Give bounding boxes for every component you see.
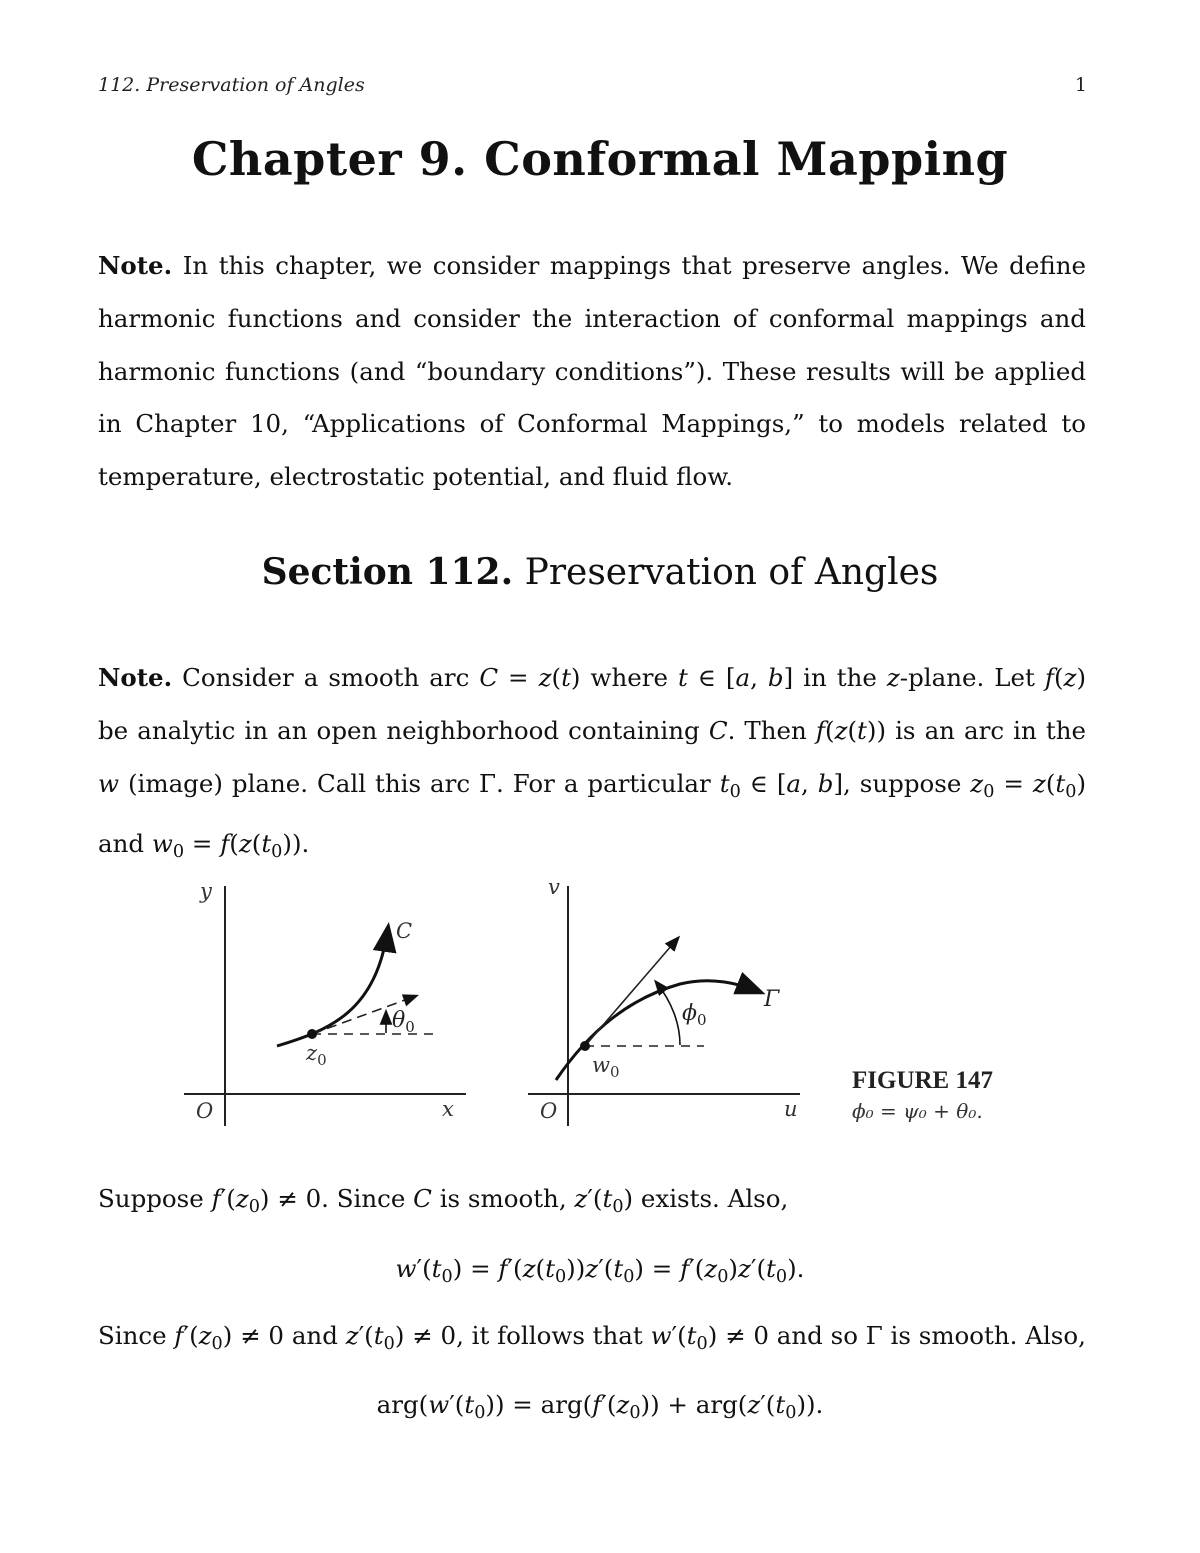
arc-gamma [556, 981, 760, 1080]
arc-c [277, 928, 388, 1046]
intro-note-text: In this chapter, we consider mappings that preserve angles. We define harmonic functions and consider the interaction of conformal mappings and harmonic functions (and “boundary conditions”). These results will be applied in Chapter 10, “Applications of Conformal Mappings,” to models related to temperature, electrostatic potential, and fluid flow. [98, 251, 1086, 492]
curve-label-c: C [396, 919, 413, 943]
w-plane-panel [528, 875, 800, 1126]
curve-label-gamma: Γ [764, 987, 780, 1012]
display-equation-arg: $arg(w'(t_0)) = arg(f'(z_0)) + arg(z'(t_0))$. [376, 1390, 824, 1423]
y-axis-label: y [200, 879, 212, 903]
note-lead: Note. [98, 251, 173, 280]
figure-caption-title: FIGURE 147 [852, 1067, 993, 1094]
running-title: 112. Preservation of Angles [98, 74, 365, 96]
origin-label: O [196, 1099, 214, 1123]
point-label-w0: $w_0$ [592, 1053, 620, 1081]
z-plane-panel [184, 879, 466, 1126]
x-axis-label: x [442, 1097, 454, 1121]
angle-label-theta: $\theta_0$ [392, 1008, 415, 1036]
note-paragraph: Note. Consider a smooth arc C = z(t) where t ∈ [a, b] in the z-plane. Let f(z) be analytic in an open neighborhood containing C. Then f(z(t)) is an arc in the w (image) plane. Call this arc Γ. For a particular $t_0$ ∈ [a, b], suppose $z_0 = z(t_0)$ and $w_0 = f(z(t_0))$. [98, 663, 1087, 863]
page-number: 1 [1074, 74, 1087, 96]
v-axis-label: v [548, 875, 560, 899]
figure-caption-equation: ϕ₀ = ψ₀ + θ₀. [852, 1099, 983, 1123]
u-axis-label: u [784, 1097, 798, 1121]
origin-label: O [540, 1099, 558, 1123]
section-name: Preservation of Angles [524, 552, 939, 593]
math-inline: C [479, 663, 499, 692]
section-label: Section 112. [261, 551, 514, 593]
paragraph-since: Since $f'(z_0) \ne 0$ and $z'(t_0) \ne 0$, it follows that $w'(t_0) \ne 0$ and so Γ is smooth. Also, [98, 1321, 1086, 1354]
paragraph-suppose: Suppose $f'(z_0) \ne 0$. Since C is smooth, $z'(t_0)$ exists. Also, [98, 1184, 789, 1217]
point-z0 [307, 1029, 317, 1039]
chapter-title: Chapter 9. Conformal Mapping [191, 132, 1009, 186]
note-lead: Note. [98, 663, 173, 692]
display-equation-chain-rule: $w'(t_0) = f'(z(t_0))z'(t_0) = f'(z_0)z'(t_0)$. [395, 1254, 805, 1287]
angle-label-phi: $\phi_0$ [682, 1001, 707, 1029]
point-w0 [580, 1041, 590, 1051]
point-label-z0: $z_0$ [306, 1041, 327, 1069]
